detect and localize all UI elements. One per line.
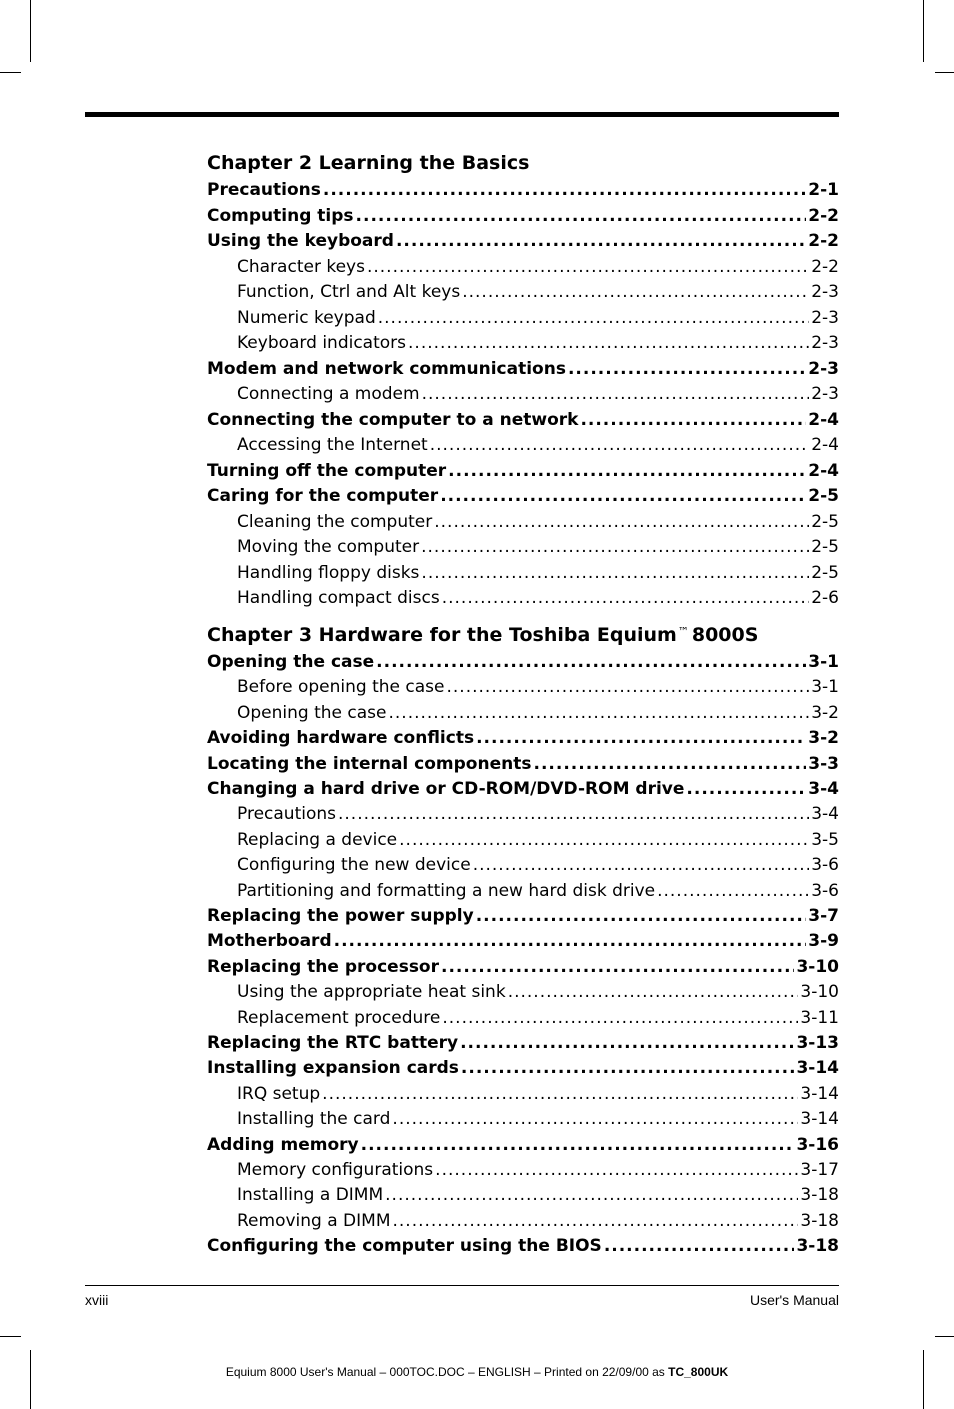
toc-entry-title: Modem and network communications <box>207 358 566 379</box>
toc-entry-title: Turning off the computer <box>207 460 447 481</box>
toc-entry <box>237 256 839 278</box>
toc-entry <box>237 332 839 354</box>
chapter-3-model: 8000S <box>691 624 759 646</box>
toc-entry-page: 3-1 <box>808 652 839 672</box>
toc-entry <box>237 1184 839 1206</box>
toc-entry <box>237 676 839 698</box>
toc-entry <box>207 485 839 507</box>
toc-entry-page: 3-11 <box>800 1007 839 1028</box>
toc-entry <box>207 1134 839 1156</box>
toc-entry-page: 3-1 <box>811 677 839 698</box>
toc-entry <box>237 511 839 533</box>
dot-leader <box>421 536 809 558</box>
toc-entry-title: Precautions <box>207 180 321 200</box>
toc-entry <box>237 1210 839 1232</box>
toc-entry <box>237 587 839 609</box>
toc-entry-title: Configuring the new device <box>237 855 471 876</box>
toc-entry <box>207 205 839 227</box>
dot-leader <box>385 1184 798 1206</box>
toc-entry <box>237 981 839 1003</box>
toc-entry-title: IRQ setup <box>237 1083 321 1104</box>
toc-entry-page: 3-2 <box>808 728 839 749</box>
toc-entry-title: Handling floppy disks <box>237 562 420 583</box>
toc-entry-page: 3-3 <box>808 753 839 774</box>
toc-entry <box>207 460 839 482</box>
toc-entry-title: Removing a DIMM <box>237 1210 391 1231</box>
crop-mark <box>935 72 954 73</box>
toc-entry <box>237 854 839 876</box>
toc-entry <box>237 1159 839 1181</box>
dot-leader <box>476 905 807 927</box>
toc-entry <box>207 905 839 927</box>
toc-entry-title: Using the keyboard <box>207 231 394 251</box>
toc-entry-page: 3-5 <box>811 829 839 850</box>
dot-leader <box>361 1134 795 1156</box>
toc-entry-title: Locating the internal components <box>207 753 532 774</box>
toc-entry-title: Installing a DIMM <box>237 1185 384 1206</box>
toc-entry-title: Configuring the computer using the BIOS <box>207 1236 602 1257</box>
toc-entry-title: Replacing the RTC battery <box>207 1033 459 1053</box>
dot-leader <box>434 511 809 533</box>
toc-entry <box>237 307 839 329</box>
toc-entry-title: Connecting the computer to a network <box>207 409 579 430</box>
toc-entry-page: 3-10 <box>796 956 839 977</box>
crop-mark <box>0 72 21 73</box>
dot-leader <box>657 880 809 902</box>
toc-entry-page: 2-5 <box>808 486 839 506</box>
toc-entry-page: 2-2 <box>811 256 839 277</box>
dot-leader <box>367 256 809 278</box>
dot-leader <box>399 829 809 851</box>
toc-entry <box>237 803 839 825</box>
toc-entry-title: Opening the case <box>207 652 375 672</box>
toc-entry-page: 2-3 <box>811 282 839 302</box>
toc-entry-title: Handling compact discs <box>237 588 440 608</box>
print-info-code: TC_800UK <box>668 1365 729 1379</box>
dot-leader <box>435 1159 798 1181</box>
dot-leader <box>378 307 809 329</box>
toc-entry <box>207 930 839 952</box>
toc-entry-page: 2-3 <box>808 358 839 379</box>
toc-entry-title: Cleaning the computer <box>237 511 433 532</box>
toc-entry-page: 3-16 <box>796 1134 839 1155</box>
dot-leader <box>686 778 806 800</box>
dot-leader <box>461 1057 795 1079</box>
toc-entry-page: 3-6 <box>811 880 839 901</box>
toc-entry-title: Adding memory <box>207 1134 359 1155</box>
toc-entry <box>237 1007 839 1029</box>
toc-entry <box>207 230 839 252</box>
toc-entry <box>207 358 839 380</box>
toc-entry-page: 2-3 <box>811 333 839 353</box>
toc-entry-page: 3-9 <box>808 931 839 952</box>
toc-entry-title: Precautions <box>237 804 336 825</box>
toc-entry <box>237 880 839 902</box>
dot-leader <box>447 676 810 698</box>
toc-entry-title: Partitioning and formatting a new hard disk drive <box>237 880 656 901</box>
toc-entry-title: Character keys <box>237 256 365 277</box>
dot-leader <box>533 753 806 775</box>
toc-entry <box>207 753 839 775</box>
dot-leader <box>473 854 810 876</box>
toc-entry-page: 3-4 <box>811 804 839 825</box>
chapter-2-heading: Chapter 2 Learning the Basics <box>207 152 530 174</box>
toc-entry-title: Caring for the computer <box>207 486 439 506</box>
toc-entry-page: 3-4 <box>808 779 839 799</box>
toc-entry-page: 2-6 <box>811 588 839 608</box>
toc-entry-page: 2-5 <box>811 562 839 583</box>
toc-entry-page: 3-13 <box>796 1033 839 1053</box>
toc-entry <box>207 778 839 800</box>
print-info-line <box>0 1365 954 1379</box>
dot-leader <box>338 803 809 825</box>
toc-entry-page: 3-14 <box>796 1058 839 1079</box>
toc-entry-title: Installing expansion cards <box>207 1058 459 1079</box>
toc-entry <box>207 956 839 978</box>
toc-entry-title: Changing a hard drive or CD-ROM/DVD-ROM drive <box>207 779 685 799</box>
toc-entry-page: 2-5 <box>811 537 839 557</box>
toc-entry-page: 3-18 <box>800 1210 839 1231</box>
toc-entry-title: Moving the computer <box>237 537 420 557</box>
toc-entry-title: Connecting a modem <box>237 384 420 404</box>
toc-entry <box>237 536 839 558</box>
toc-entry <box>237 1108 839 1130</box>
crop-mark <box>923 1350 924 1409</box>
toc-entry-page: 3-10 <box>800 982 839 1003</box>
dot-leader <box>568 358 806 380</box>
toc-entry-title: Memory configurations <box>237 1160 434 1180</box>
trademark-symbol: ™ <box>677 625 689 638</box>
crop-mark <box>30 0 31 62</box>
dot-leader <box>580 409 806 431</box>
crop-mark <box>0 1336 21 1337</box>
toc-entry-title: Installing the card <box>237 1109 391 1130</box>
toc-entry-page: 2-2 <box>808 205 839 226</box>
toc-entry <box>237 383 839 405</box>
toc-entry-title: Replacing a device <box>237 829 398 850</box>
dot-leader <box>408 332 809 354</box>
dot-leader <box>441 956 794 978</box>
toc-entry-page: 3-14 <box>800 1109 839 1130</box>
dot-leader <box>392 1210 798 1232</box>
toc-entry-page: 2-3 <box>811 384 839 404</box>
toc-entry <box>237 702 839 724</box>
dot-leader <box>376 651 806 673</box>
toc-entry-page: 2-5 <box>811 511 839 532</box>
dot-leader <box>356 205 807 227</box>
toc-entry <box>207 409 839 431</box>
toc-entry-title: Using the appropriate heat sink <box>237 982 506 1003</box>
dot-leader <box>323 179 806 201</box>
toc-entry <box>207 1235 839 1257</box>
header-rule <box>85 112 839 117</box>
dot-leader <box>392 1108 798 1130</box>
dot-leader <box>396 230 806 252</box>
toc-entry-title: Computing tips <box>207 205 354 226</box>
toc-entry-title: Opening the case <box>237 702 387 723</box>
footer-rule <box>85 1285 839 1286</box>
toc-entry-title: Function, Ctrl and Alt keys <box>237 282 461 302</box>
dot-leader <box>322 1083 798 1105</box>
toc-entry-page: 3-7 <box>808 906 839 926</box>
toc-entry-title: Accessing the Internet <box>237 435 428 455</box>
toc-entry-title: Replacement procedure <box>237 1007 441 1028</box>
toc-entry <box>207 651 839 673</box>
dot-leader <box>508 981 799 1003</box>
toc-entry <box>207 727 839 749</box>
dot-leader <box>476 727 806 749</box>
toc-entry-page: 2-4 <box>811 435 839 455</box>
chapter-3-heading <box>207 624 758 646</box>
dot-leader <box>442 1007 798 1029</box>
toc-entry-page: 3-2 <box>811 702 839 723</box>
toc-entry <box>237 562 839 584</box>
toc-entry-page: 2-4 <box>808 460 839 481</box>
toc-entry-title: Before opening the case <box>237 677 445 698</box>
print-info-text: Equium 8000 User's Manual – 000TOC.DOC – ENGLISH – Printed on 22/09/00 as <box>225 1365 669 1379</box>
toc-entry <box>237 829 839 851</box>
toc-entry-page: 3-18 <box>800 1185 839 1206</box>
dot-leader <box>430 434 810 456</box>
toc-entry-page: 3-18 <box>796 1236 839 1257</box>
dot-leader <box>440 485 806 507</box>
toc-entry <box>237 281 839 303</box>
toc-entry-title: Replacing the power supply <box>207 906 474 926</box>
dot-leader <box>334 930 807 952</box>
toc-entry <box>207 1057 839 1079</box>
crop-mark <box>30 1350 31 1409</box>
dot-leader <box>462 281 809 303</box>
dot-leader <box>442 587 810 609</box>
toc-entry-page: 3-14 <box>800 1083 839 1104</box>
footer-manual-title: User's Manual <box>749 1292 839 1308</box>
chapter-3-title: Chapter 3 Hardware for the Toshiba Equium <box>207 624 677 646</box>
toc-entry <box>207 179 839 201</box>
toc-entry-title: Replacing the processor <box>207 956 439 977</box>
toc-entry-title: Avoiding hardware conflicts <box>207 728 475 749</box>
dot-leader <box>460 1032 794 1054</box>
dot-leader <box>422 383 810 405</box>
toc-entry-page: 2-4 <box>808 409 839 430</box>
dot-leader <box>421 562 809 584</box>
toc-entry-page: 2-3 <box>811 307 839 328</box>
crop-mark <box>935 1336 954 1337</box>
toc-entry <box>237 434 839 456</box>
toc-entry-title: Motherboard <box>207 931 332 952</box>
toc-entry-title: Keyboard indicators <box>237 333 407 353</box>
dot-leader <box>604 1235 795 1257</box>
toc-entry-page: 3-6 <box>811 855 839 876</box>
toc-entry <box>207 1032 839 1054</box>
footer-page-number: xviii <box>85 1292 109 1308</box>
toc-entry-page: 3-17 <box>800 1160 839 1180</box>
crop-mark <box>923 0 924 62</box>
dot-leader <box>448 460 806 482</box>
dot-leader <box>388 702 809 724</box>
toc-entry-page: 2-2 <box>808 231 839 251</box>
toc-entry <box>237 1083 839 1105</box>
toc-entry-page: 2-1 <box>808 180 839 200</box>
toc-entry-title: Numeric keypad <box>237 307 376 328</box>
